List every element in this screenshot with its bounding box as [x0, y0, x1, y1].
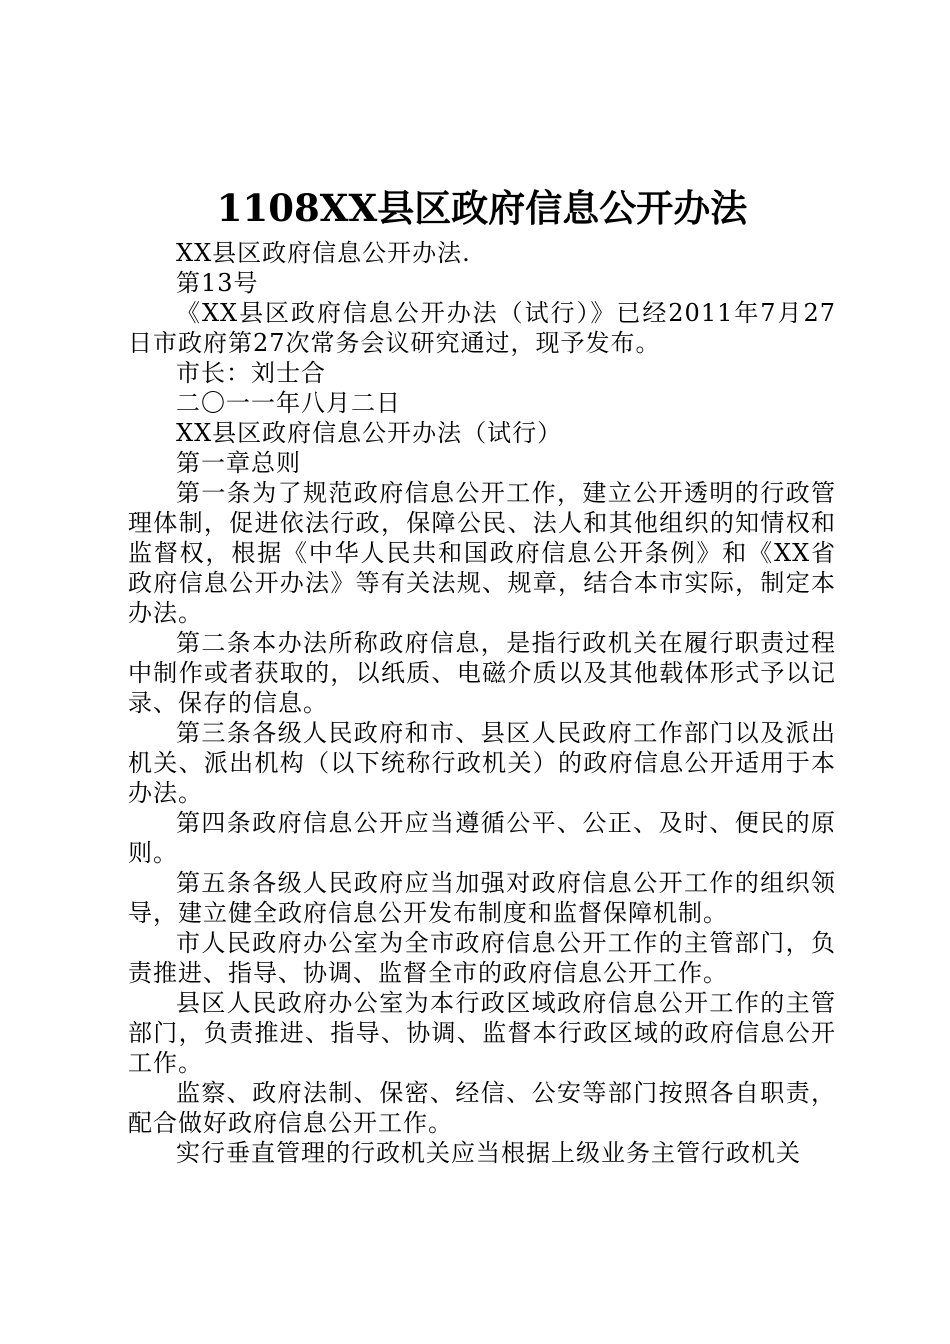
paragraph-county-office: 县区人民政府办公室为本行政区域政府信息公开工作的主管部门，负责推进、指导、协调、监督本行政区域的政府信息公开工作。 [128, 989, 836, 1077]
paragraph-announcement: 《XX县区政府信息公开办法（试行）》已经2011年7月27日市政府第27次常务会议研究通过，现予发布。 [128, 299, 836, 357]
paragraph-city-office: 市人民政府办公室为全市政府信息公开工作的主管部门，负责推进、指导、协调、监督全市的政府信息公开工作。 [128, 929, 836, 987]
paragraph-mayor: 市长：刘士合 [176, 359, 326, 387]
paragraph-subtitle: XX县区政府信息公开办法. [176, 239, 471, 267]
paragraph-vertical-management: 实行垂直管理的行政机关应当根据上级业务主管行政机关 [176, 1139, 801, 1167]
paragraph-chapter-heading: 第一章总则 [176, 449, 301, 477]
paragraph-order-number: 第13号 [176, 269, 259, 297]
paragraph-article-2: 第二条本办法所称政府信息，是指行政机关在履行职责过程中制作或者获取的，以纸质、电磁介质以及其他载体形式予以记录、保存的信息。 [128, 629, 836, 717]
paragraph-cooperating-departments: 监察、政府法制、保密、经信、公安等部门按照各自职责，配合做好政府信息公开工作。 [128, 1079, 836, 1137]
paragraph-law-title: XX县区政府信息公开办法（试行） [176, 419, 563, 447]
document-page [128, 182, 836, 1168]
paragraph-article-4: 第四条政府信息公开应当遵循公平、公正、及时、便民的原则。 [128, 809, 836, 867]
paragraph-date: 二〇一一年八月二日 [176, 389, 401, 417]
paragraph-article-3: 第三条各级人民政府和市、县区人民政府工作部门以及派出机关、派出机构（以下统称行政机关）的政府信息公开适用于本办法。 [128, 719, 836, 807]
document-title: 1108XX县区政府信息公开办法 [216, 186, 748, 230]
paragraph-article-5: 第五条各级人民政府应当加强对政府信息公开工作的组织领导，建立健全政府信息公开发布制度和监督保障机制。 [128, 869, 836, 927]
paragraph-article-1: 第一条为了规范政府信息公开工作，建立公开透明的行政管理体制，促进依法行政，保障公民、法人和其他组织的知情权和监督权，根据《中华人民共和国政府信息公开条例》和《XX省政府信息公开办法》等有关法规、规章，结合本市实际，制定本办法。 [128, 479, 836, 627]
